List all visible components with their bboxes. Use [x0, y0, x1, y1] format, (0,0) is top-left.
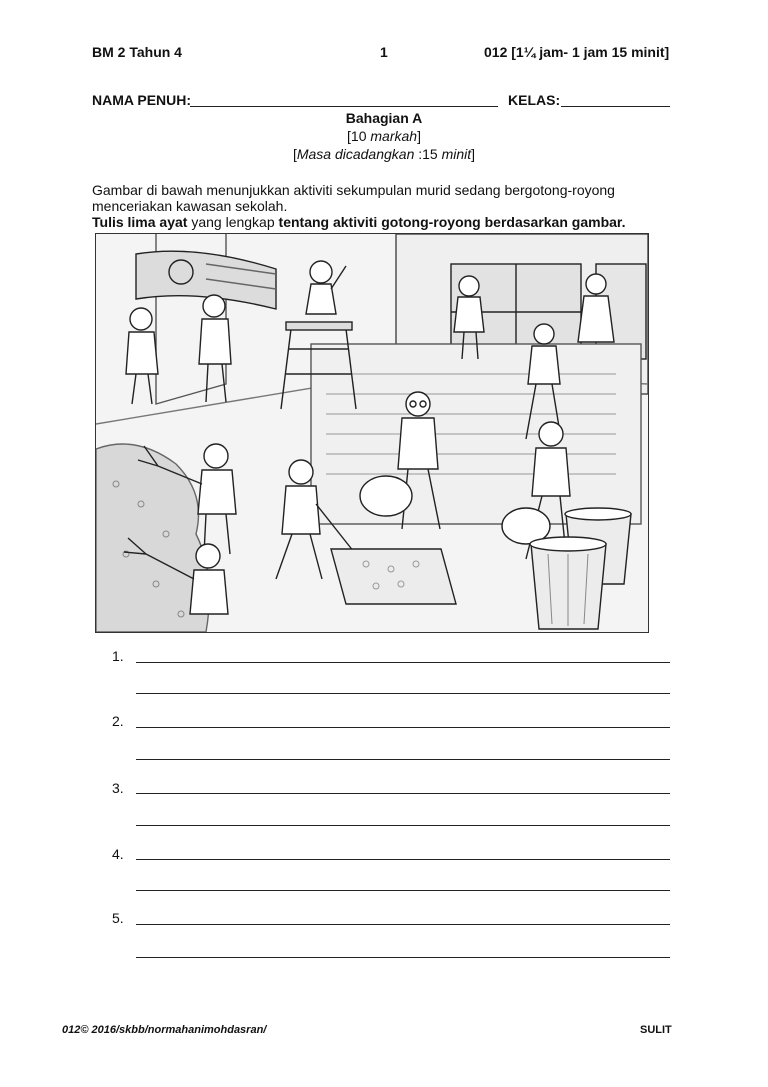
answer-line[interactable]: [136, 957, 670, 958]
instruction-line-2: menceriakan kawasan sekolah.: [92, 198, 288, 214]
header-subject: BM 2 Tahun 4: [92, 44, 182, 60]
answer-line[interactable]: [136, 793, 670, 794]
section-title: Bahagian A: [345, 110, 423, 126]
page-number: 1: [380, 44, 388, 60]
answer-line[interactable]: [136, 693, 670, 694]
instruction-line-1: Gambar di bawah menunjukkan aktiviti sekumpulan murid sedang bergotong-royong: [92, 182, 615, 198]
section-marks: [10 markah]: [347, 128, 421, 144]
footer-copyright: 012© 2016/skbb/normahanimohdasran/: [62, 1024, 267, 1036]
task-instruction: Tulis lima ayat yang lengkap tentang aktiviti gotong-royong berdasarkan gambar.: [92, 214, 626, 230]
answer-line[interactable]: [136, 890, 670, 891]
answer-number-4: 4.: [112, 846, 124, 862]
answer-number-1: 1.: [112, 648, 124, 664]
name-label: NAMA PENUH:: [92, 92, 192, 108]
answer-line[interactable]: [136, 662, 670, 663]
class-label: KELAS:: [508, 92, 561, 108]
answer-line[interactable]: [136, 759, 670, 760]
answer-number-2: 2.: [112, 713, 124, 729]
gotong-royong-illustration: [95, 233, 649, 633]
section-time: [Masa dicadangkan :15 minit]: [292, 146, 476, 162]
name-field[interactable]: [190, 106, 498, 107]
answer-line[interactable]: [136, 859, 670, 860]
answer-line[interactable]: [136, 825, 670, 826]
footer-classification: SULIT: [640, 1024, 672, 1036]
answer-number-5: 5.: [112, 910, 124, 926]
answer-number-3: 3.: [112, 780, 124, 796]
answer-line[interactable]: [136, 924, 670, 925]
class-field[interactable]: [561, 106, 670, 107]
answer-line[interactable]: [136, 727, 670, 728]
header-paper-code: 012 [1¼ jam- 1 jam 15 minit]: [484, 44, 670, 60]
